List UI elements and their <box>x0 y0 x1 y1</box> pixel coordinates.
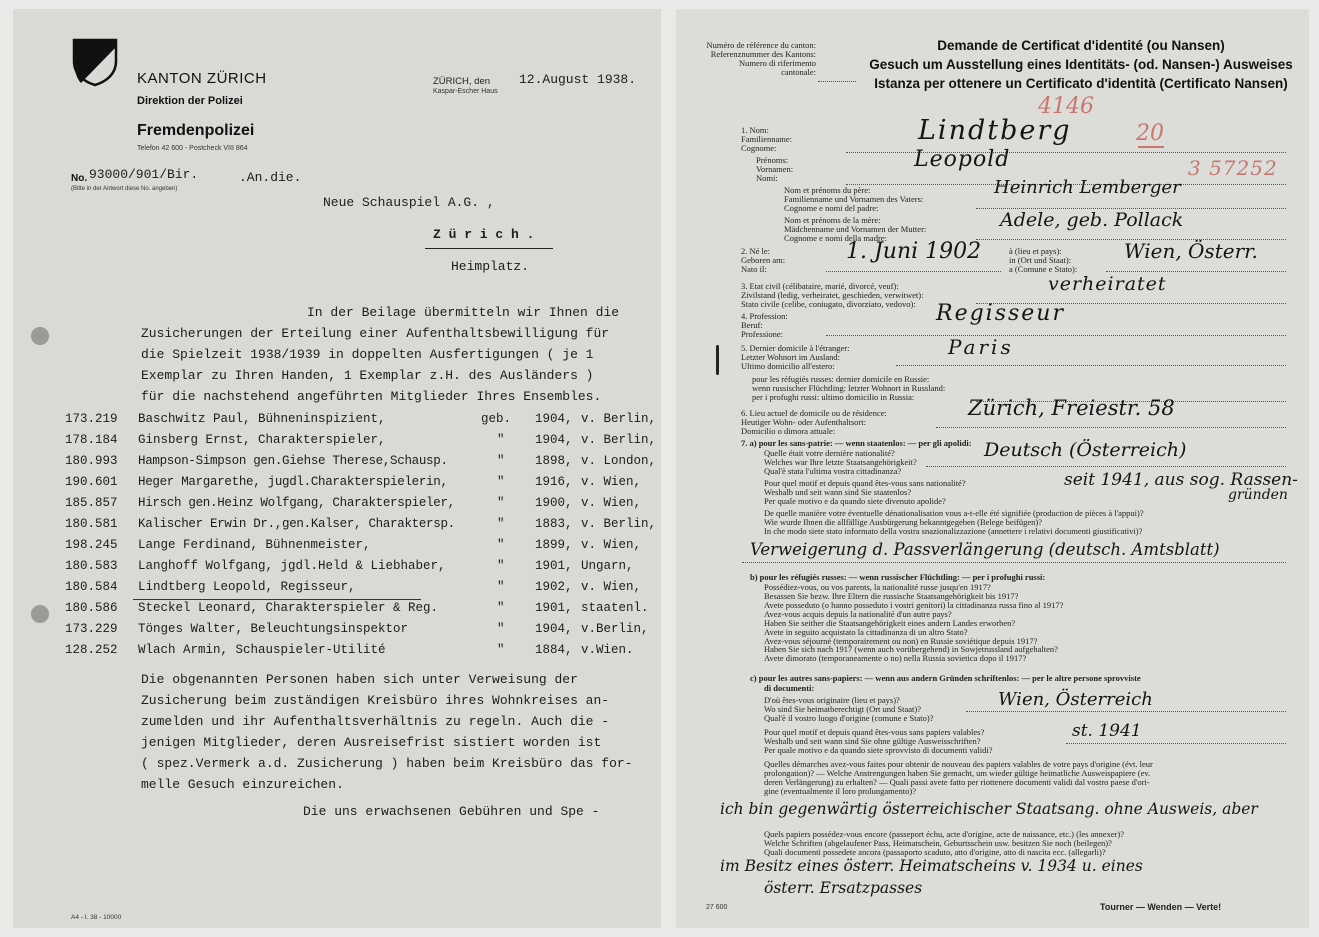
member-mark: " <box>497 580 505 594</box>
canton-name: KANTON ZÜRICH <box>137 70 267 87</box>
q7a-since-label: Pour quel motif et depuis quand êtes-vous sans nationalité? Weshalb und seit wann sind Sie staatenlos? Per quale motivo e da quando siete divenuto apolide? <box>764 478 966 506</box>
member-mark: " <box>497 559 505 573</box>
field-line <box>936 427 1286 428</box>
member-mark: " <box>497 601 505 615</box>
member-place: v. Wien, <box>581 496 642 510</box>
q7b-questions: Possédiez-vous, ou vos parents, la nationalité russe jusqu'en 1917? Besassen Sie bezw. Ihre Eltern die russische Staatsangehörigkeit bis 1917? Avete posseduto (o hanno posseduto i vostri genitori) la cittadinanza russa fino al 1917? Avez-vous acquis depuis la nationalité d'un autre pays? Haben Sie seither die Staatsangehörigkeit eines andern Landes erworben? Avete in seguito acquistato la cittadinanza di un altro Stato? Avez-vous séjourné (temporairement ou non) en Russie soviétique depuis 1917? Haben Sie sich nach 1917 (wenn auch vorübergehend) in Sowjetrussland aufgehalten? Avete dimorato (temporaneamente o no) nella Russia sovietica dopo il 1917? <box>764 582 1064 664</box>
member-year: 1904, <box>535 412 573 426</box>
field-value-profession: Regisseur <box>936 301 1065 326</box>
q7c-origin-label: D'où êtes-vous originaire (lieu et pays)? Wo sind Sie heimatberechtigt (Ort und Staat)? Qual'è il vostro luogo d'origine (comune e Stato)? <box>764 695 934 723</box>
list-item <box>13 580 661 598</box>
field-label: 3. Etat civil (célibataire, marié, divorcé, veuf): Zivilstand (ledig, verheiratet, geschieden, verwitwet): Stato civile (celibe, coniugato, divorziato, vedovo): <box>741 281 924 309</box>
highlight-underline <box>133 599 421 600</box>
field-value-steps: ich bin gegenwärtig österreichischer Staatsang. ohne Ausweis, aber <box>720 800 1258 818</box>
title-fr: Demande de Certificat d'identité (ou Nansen) <box>937 38 1225 53</box>
field-line <box>826 335 1286 336</box>
closing-line: zumelden und ihr Aufenthaltsverhältnis zu regeln. Auch die - <box>141 714 610 729</box>
member-year: 1883, <box>535 517 573 531</box>
field-value-papers: im Besitz eines österr. Heimatscheins v. 1934 u. eines <box>720 857 1143 875</box>
red-pencil-underline <box>1138 146 1164 148</box>
list-item <box>13 517 661 535</box>
recipient-an-die: .An.die. <box>239 170 302 185</box>
member-number: 178.184 <box>65 433 118 447</box>
closing-line: jenigen Mitglieder, deren Ausreisefrist sistiert worden ist <box>141 735 602 750</box>
reference-block <box>698 41 816 77</box>
red-pencil-mark: 3 57252 <box>1188 156 1278 180</box>
member-description: Lindtberg Leopold, Regisseur, <box>138 580 356 594</box>
member-description: Baschwitz Paul, Bühneninspizient, <box>138 412 386 426</box>
field-value-firstname: Leopold <box>914 147 1011 172</box>
member-number: 180.581 <box>65 517 118 531</box>
member-mark: " <box>497 496 505 510</box>
list-item <box>13 643 661 661</box>
intro-line: für die nachstehend angeführten Mitglieder Ihres Ensembles. <box>141 389 602 404</box>
member-mark: " <box>497 433 505 447</box>
field-label: Prénoms: Vornamen: Nomi: <box>756 155 794 183</box>
member-place: v. London, <box>581 454 657 468</box>
member-place: v.Wien. <box>581 643 634 657</box>
field-label: 4. Profession: Beruf: Professione: <box>741 311 788 339</box>
member-mark: " <box>497 622 505 636</box>
red-pencil-mark: 20 <box>1136 121 1164 146</box>
recipient-street: Heimplatz. <box>451 259 530 274</box>
member-number: 180.993 <box>65 454 118 468</box>
city-underline <box>425 248 553 249</box>
member-place: v. Wien, <box>581 538 642 552</box>
member-description: Hirsch gen.Heinz Wolfgang, Charakterspieler, <box>138 496 455 510</box>
field-value-civil-status: verheiratet <box>1048 273 1167 295</box>
list-item <box>13 433 661 451</box>
residence-label: 6. Lieu actuel de domicile ou de résidence: Heutiger Wohn- oder Aufenthaltsort: Domicilio o dimora attuale: <box>741 408 887 436</box>
closing-line: melle Gesuch einzureichen. <box>141 777 344 792</box>
field-value-last-domicile: Paris <box>948 335 1014 359</box>
field-value-denaturalisation: Verweigerung d. Passverlängerung (deutsch. Amtsblatt) <box>750 540 1220 559</box>
closing-line: Zusicherung beim zuständigen Kreisbüro ihres Wohnkreises an- <box>141 693 610 708</box>
member-place: v. Wien, <box>581 580 642 594</box>
field-value-last-nationality: Deutsch (Österreich) <box>984 439 1187 461</box>
field-value-surname: Lindtberg <box>918 115 1072 146</box>
member-description: Lange Ferdinand, Bühnenmeister, <box>138 538 371 552</box>
member-year: 1916, <box>535 475 573 489</box>
reference-note: (Bitte in der Antwort diese No. angeben) <box>71 186 178 192</box>
member-place: v. Berlin, <box>581 517 657 531</box>
field-line <box>1106 271 1286 272</box>
q7c-since-label: Pour quel motif et depuis quand êtes-vous sans papiers valables? Weshalb und seit wann sind Sie ohne gültige Ausweisschriften? Per quale motivo e da quando siete sprovvisto di documenti validi? <box>764 727 993 755</box>
place-date-prefix: ZÜRICH, den <box>433 76 491 87</box>
member-year: 1904, <box>535 433 573 447</box>
field-value-mother: Adele, geb. Pollack <box>1000 209 1184 231</box>
form-footer: A4 - I. 38 - 10000 <box>71 914 122 921</box>
russian-domicile-label: pour les réfugiés russes: dernier domicile en Russie: wenn russischer Flüchtling: letzter Wohnort in Russland: per i profughi russi: ultimo domicilio in Russia: <box>752 374 946 402</box>
field-line <box>926 466 1286 467</box>
q7c-papers-label: Quels papiers possédez-vous encore (passeport échu, acte d'origine, acte de naissance, etc.) (les annexer)? Welche Schriften (abgelaufener Pass, Heimatschein, Geburtsschein usw. besitzen Sie noch (beilegen)? Quali documenti possedete ancora (passaporto scaduto, atto d'origine, atto di nascita ecc. (allegarli)? <box>764 829 1125 857</box>
list-item <box>13 601 661 619</box>
reference-line <box>818 81 856 82</box>
list-item <box>13 496 661 514</box>
closing-last-line: Die uns erwachsenen Gebühren und Spe - <box>303 804 600 819</box>
section-7c-heading: c) pour les autres sans-papiers: — wenn aus andern Gründen schriftenlos: — per le altre persone sprovviste <box>750 673 1141 683</box>
field-line <box>742 562 1286 563</box>
reference-label: Numero di riferimento <box>739 57 816 68</box>
member-place: v. Berlin, <box>581 433 657 447</box>
member-year: 1901, <box>535 559 573 573</box>
member-year: 1898, <box>535 454 573 468</box>
intro-line: Zusicherungen der Erteilung einer Aufenthaltsbewilligung für <box>141 326 610 341</box>
reference-number: 93000/901/Bir. <box>89 167 199 182</box>
q7c-steps-label: Quelles démarches avez-vous faites pour obtenir de nouveau des papiers valables de votre pays d'origine (évt. leur prolongation)? — Welche Anstrengungen haben Sie gemacht, um wieder gültige heimatliche Ausweispapiere (ev. deren Verlängerung) zu erhalten? — Quali passi avete fatto per riottenere documenti validi dal vostro paese d'ori- gine (eventualmente il loro prolungamento)? <box>764 759 1153 796</box>
field-value-birthdate: 1. Juni 1902 <box>846 239 982 264</box>
field-value-residence: Zürich, Freiestr. 58 <box>968 396 1175 420</box>
member-description: Steckel Leonard, Charakterspieler & Reg. <box>138 601 439 615</box>
list-item <box>13 538 661 556</box>
list-item <box>13 622 661 640</box>
punch-hole <box>31 327 49 345</box>
q7a-denat-label: De quelle manière votre éventuelle dénationalisation vous a-t-elle été signifiée (production de pièces à l'appui)? Wie wurde Ihnen die allfällige Ausbürgerung bekanntgegeben (Belege beifügen)? In che modo siete stato informato della vostra snazionalizzazione (annettere i relativi documenti giustificativi)? <box>764 508 1144 536</box>
member-number: 180.584 <box>65 580 118 594</box>
field-value-without-papers-since: st. 1941 <box>1072 721 1142 741</box>
list-item <box>13 412 661 430</box>
member-year: 1899, <box>535 538 573 552</box>
field-label: 5. Dernier domicile à l'étranger: Letzter Wohnort im Ausland: Ultimo domicilio all'estero: <box>741 343 850 371</box>
member-number: 198.245 <box>65 538 118 552</box>
member-mark: " <box>497 538 505 552</box>
field-line <box>846 152 1286 153</box>
field-line <box>896 365 1286 366</box>
title-it: Istanza per ottenere un Certificato d'identità (Certificato Nansen) <box>874 76 1288 91</box>
red-pencil-mark: 4146 <box>1038 94 1094 119</box>
member-year: 1904, <box>535 622 573 636</box>
member-description: Wlach Armin, Schauspieler-Utilité <box>138 643 386 657</box>
closing-line: ( spez.Vermerk a.d. Zusicherung ) haben beim Kreisbüro das for- <box>141 756 633 771</box>
reference-label: Referenznummer des Kantons: <box>710 48 816 59</box>
reference-label: Numéro de référence du canton: <box>706 40 816 50</box>
section-7b-heading: b) pour les réfugiés russes: — wenn russischer Flüchtling: — per i profughi russi: <box>750 572 1046 582</box>
member-description: Kalischer Erwin Dr.,gen.Kalser, Charaktersp. <box>138 517 455 531</box>
member-number: 180.583 <box>65 559 118 573</box>
turn-over-note: Tourner — Wenden — Verte! <box>1100 902 1222 912</box>
member-year: 1902, <box>535 580 573 594</box>
section-7a-heading: 7. a) pour les sans-patrie: — wenn staatenlos: — per gli apolidi: <box>741 438 972 448</box>
intro-line: die Spielzeit 1938/1939 in doppelten Ausfertigungen ( je 1 <box>141 347 594 362</box>
member-mark: geb. <box>481 412 512 426</box>
field-label: Nom et prénoms de la mère: Mädchenname und Vornamen der Mutter: Cognome e nomi della madre: <box>784 215 927 243</box>
field-line <box>1066 743 1286 744</box>
form-number: 27 600 <box>706 904 728 911</box>
closing-line: Die obgenannten Personen haben sich unter Verweisung der <box>141 672 578 687</box>
field-value-birthplace: Wien, Österr. <box>1124 239 1258 263</box>
field-value-stateless-since: seit 1941, aus sog. Rassen- <box>1064 470 1298 490</box>
member-year: 1884, <box>535 643 573 657</box>
member-number: 128.252 <box>65 643 118 657</box>
title-de: Gesuch um Ausstellung eines Identitäts- (od. Nansen-) Ausweises <box>869 57 1293 72</box>
letter-page <box>13 9 661 928</box>
reference-label: No. <box>71 173 88 184</box>
member-place: v. Berlin, <box>581 412 657 426</box>
form-title <box>856 36 1306 93</box>
list-item <box>13 475 661 493</box>
phone-line: Telefon 42 600 - Postcheck VIII 864 <box>137 145 248 152</box>
member-mark: " <box>497 454 505 468</box>
member-number: 173.229 <box>65 622 118 636</box>
field-value-father: Heinrich Lemberger <box>994 177 1181 198</box>
birthplace-label: à (lieu et pays): in (Ort und Staat): a (Comune e Stato): <box>1009 246 1078 274</box>
field-value-papers-cont: österr. Ersatzpasses <box>764 879 923 897</box>
member-description: Hampson-Simpson gen.Giehse Therese,Schausp. <box>138 454 448 468</box>
field-label: 1. Nom: Familienname: Cognome: <box>741 125 792 153</box>
intro-line: In der Beilage übermitteln wir Ihnen die <box>307 305 620 320</box>
directorate: Direktion der Polizei <box>137 95 243 107</box>
member-place: v.Berlin, <box>581 622 649 636</box>
member-description: Tönges Walter, Beleuchtungsinspektor <box>138 622 409 636</box>
member-description: Langhoff Wolfgang, jgdl.Held & Liebhaber, <box>138 559 446 573</box>
member-place: Ungarn, <box>581 559 634 573</box>
q7a-label: Quelle était votre dernière nationalité? Welches war Ihre letzte Staatsangehörigkeit? Qual'è stata l'ultima vostra cittadinanza? <box>764 448 917 476</box>
member-number: 173.219 <box>65 412 118 426</box>
member-mark: " <box>497 643 505 657</box>
office-name: Fremdenpolizei <box>137 122 255 139</box>
member-description: Ginsberg Ernst, Charakterspieler, <box>138 433 386 447</box>
member-mark: " <box>497 475 505 489</box>
intro-line: Exemplar zu Ihren Handen, 1 Exemplar z.H. des Ausländers ) <box>141 368 594 383</box>
margin-pen-mark <box>716 345 719 375</box>
field-value-origin: Wien, Österreich <box>998 689 1153 710</box>
member-number: 185.857 <box>65 496 118 510</box>
member-number: 190.601 <box>65 475 118 489</box>
letter-date: 12.August 1938. <box>519 72 637 87</box>
field-label: 2. Né le: Geboren am: Nato il: <box>741 246 786 274</box>
member-year: 1901, <box>535 601 573 615</box>
member-place: v. Wien, <box>581 475 642 489</box>
section-7c-heading-cont: di documenti: <box>764 683 815 693</box>
recipient-city: Z ü r i c h . <box>433 227 535 242</box>
zurich-coat-of-arms-icon <box>71 37 119 87</box>
list-item <box>13 559 661 577</box>
field-value-stateless-since-cont: gründen <box>1228 487 1288 503</box>
member-number: 180.586 <box>65 601 118 615</box>
member-year: 1900, <box>535 496 573 510</box>
recipient-company: Neue Schauspiel A.G. , <box>323 195 495 210</box>
member-description: Heger Margarethe, jugdl.Charakterspielerin, <box>138 475 448 489</box>
office-address: Kaspar-Escher Haus <box>433 88 498 95</box>
field-label: Nom et prénoms du père: Familienname und Vornamen des Vaters: Cognome e nomi del padre: <box>784 185 924 213</box>
form-page <box>676 9 1309 928</box>
reference-label: cantonale: <box>781 66 816 77</box>
list-item <box>13 454 661 472</box>
field-line <box>966 711 1286 712</box>
member-place: staatenl. <box>581 601 649 615</box>
member-mark: " <box>497 517 505 531</box>
field-line <box>826 271 1001 272</box>
